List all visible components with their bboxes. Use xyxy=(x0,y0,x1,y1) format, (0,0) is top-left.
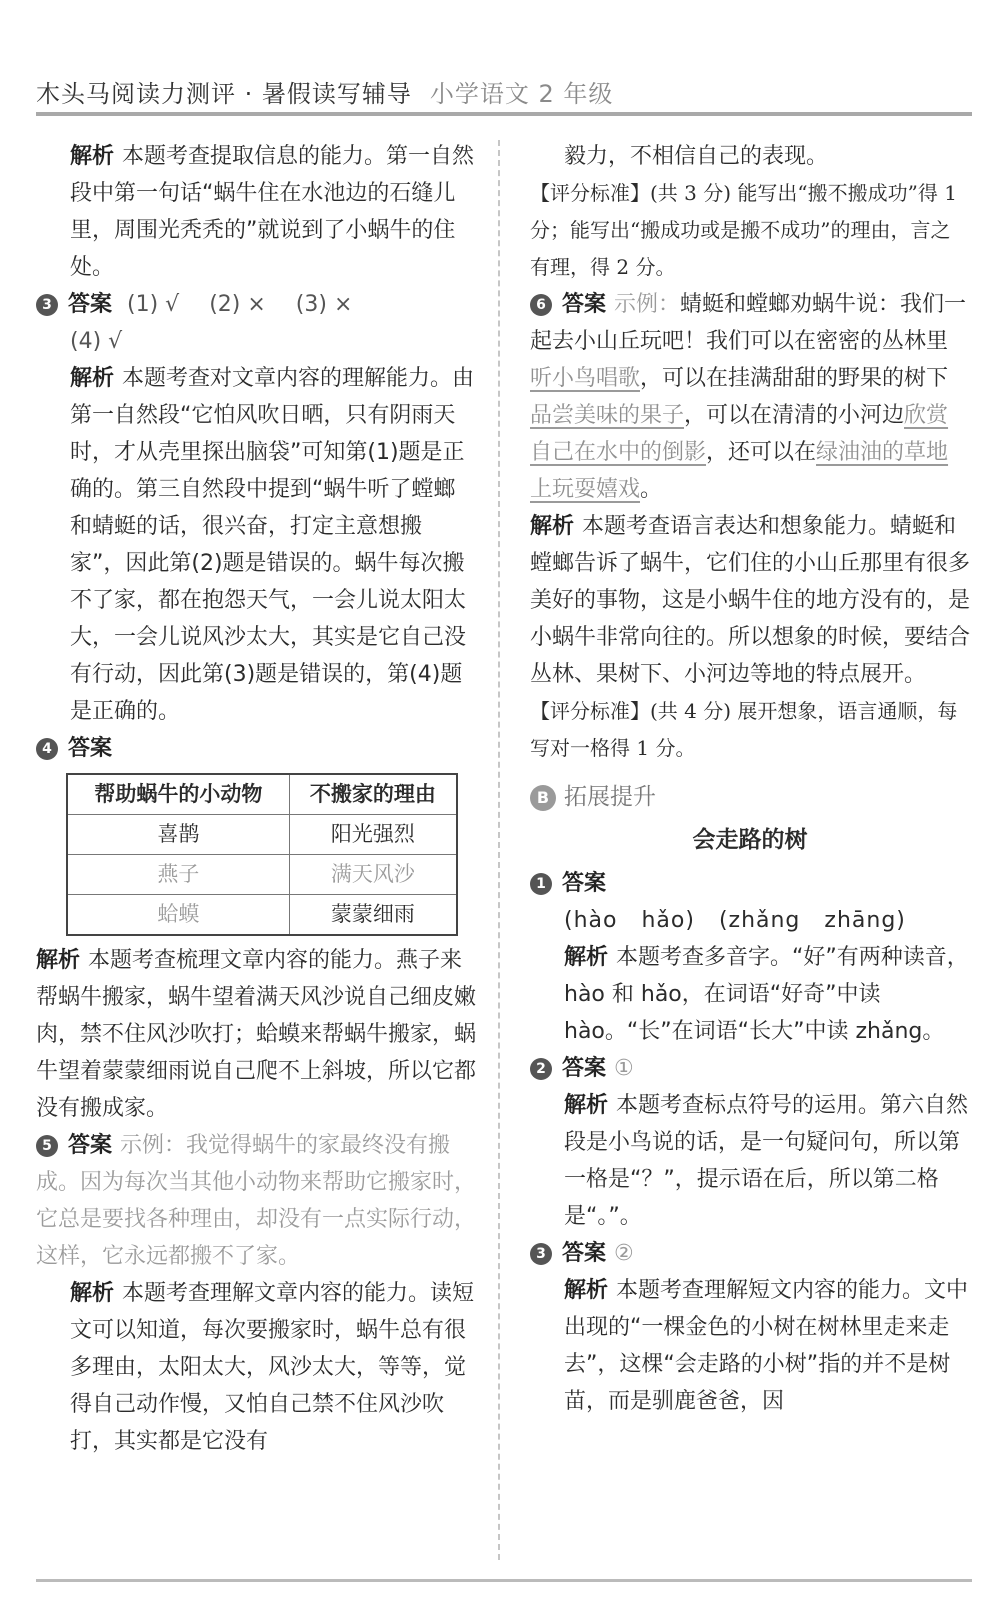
answer-label: 答案 xyxy=(68,292,113,317)
pinyin: (zhǎng xyxy=(718,908,801,933)
analysis-label: 解析 xyxy=(564,1093,609,1118)
left-column xyxy=(36,138,476,1460)
question-number: 5 xyxy=(36,1135,58,1157)
answer-label: 答案 xyxy=(562,292,607,317)
answer-options xyxy=(127,292,382,317)
analysis-label: 解析 xyxy=(530,514,575,539)
answer-text: 示例：我觉得蜗牛的家最终没有搬成。因为每次当其他小动物来帮助它搬家时，它总是要找各种理由，却没有一点实际行动，这样，它永远都搬不了家。 xyxy=(36,1133,477,1269)
q6-analysis xyxy=(530,508,970,693)
pinyin: (hào xyxy=(564,908,618,933)
section-title: 拓展提升 xyxy=(564,784,656,810)
analysis-label: 解析 xyxy=(36,948,81,973)
book-subtitle: 小学语文 2 年级 xyxy=(429,80,614,108)
analysis-label: 解析 xyxy=(70,144,115,169)
table-cell: 阳光强烈 xyxy=(289,815,457,855)
answer-label: 答案 xyxy=(68,1133,113,1158)
pinyin: hǎo) xyxy=(641,908,695,933)
question-number: 6 xyxy=(530,294,552,316)
analysis-text: 本题考查理解短文内容的能力。文中出现的“一棵金色的小树在树林里走来走去”，这棵“会走路的小树”指的并不是树苗，而是驯鹿爸爸，因 xyxy=(564,1278,969,1414)
answer-option: (1) √ xyxy=(127,292,180,317)
table-header: 帮助蜗牛的小动物 xyxy=(67,774,289,815)
analysis-label: 解析 xyxy=(564,945,609,970)
table-row xyxy=(67,855,457,895)
answer-label: 答案 xyxy=(562,1056,607,1081)
answer-table xyxy=(66,773,458,936)
answer-text: ① xyxy=(614,1056,634,1081)
question-number: 3 xyxy=(530,1243,552,1265)
q4-analysis xyxy=(36,942,476,1127)
s2-analysis xyxy=(530,1087,970,1235)
answer-text: ，还可以在 xyxy=(706,440,817,465)
s3-analysis xyxy=(530,1272,970,1420)
analysis-text: 本题考查梳理文章内容的能力。燕子来帮蜗牛搬家，蜗牛望着满天风沙说自己细皮嫩肉，禁不住风沙吹打；蛤蟆来帮蜗牛搬家，蜗牛望着蒙蒙细雨说自己爬不上斜坡，所以它都没有搬成家。 xyxy=(36,948,477,1121)
footer-rule xyxy=(36,1579,972,1582)
answer-prefix: 示例： xyxy=(614,292,681,317)
sub-question-2 xyxy=(530,1050,970,1235)
right-column xyxy=(530,138,970,1420)
answer-fill: 绿油油的草地上玩耍嬉戏 xyxy=(530,440,949,502)
question-number: 3 xyxy=(36,294,58,316)
table-cell: 喜鹊 xyxy=(67,815,289,855)
s1-analysis xyxy=(530,939,970,1050)
continued-text: 毅力，不相信自己的表现。 xyxy=(564,144,829,169)
answer-text: 。 xyxy=(640,477,663,502)
table-cell: 燕子 xyxy=(67,855,289,895)
analysis-text: 本题考查对文章内容的理解能力。由第一自然段“它怕风吹日晒，只有阴雨天时，才从壳里探出脑袋”可知第(1)题是正确的。第三自然段中提到“蜗牛听了螳螂和蜻蜓的话，很兴奋，打定主意想搬家”，因此第(2)题是错误的。蜗牛每次搬不了家，都在抱怨天气，一会儿说太阳太大，一会儿说风沙太大，其实是它自己没有行动，因此第(3)题是错误的，第(4)题是正确的。 xyxy=(70,366,475,724)
scoring-criteria: 【评分标准】(共 3 分) 能写出“搬不搬成功”得 1 分；能写出“搬成功或是搬不成功”的理由，言之有理，得 2 分。 xyxy=(530,181,957,279)
question-number: 1 xyxy=(530,873,552,895)
answer-label: 答案 xyxy=(562,1241,607,1266)
answer-fill: 听小鸟唱歌 xyxy=(530,366,641,391)
q3-analysis xyxy=(36,360,476,730)
pinyin: zhāng) xyxy=(824,908,906,933)
story-title: 会走路的树 xyxy=(692,827,808,853)
q2-analysis xyxy=(36,138,476,286)
table-cell: 蛤蟆 xyxy=(67,895,289,936)
answer-option: (3) × xyxy=(295,292,353,317)
q5-analysis xyxy=(36,1275,476,1460)
table-row xyxy=(67,895,457,936)
column-divider xyxy=(498,140,500,1560)
question-5 xyxy=(36,1127,476,1460)
section-heading xyxy=(530,779,970,816)
question-4 xyxy=(36,730,476,1127)
analysis-label: 解析 xyxy=(70,1281,115,1306)
answer-label: 答案 xyxy=(562,871,607,896)
answer-fill: 品尝美味的果子 xyxy=(530,403,685,428)
answer-text: ，可以在挂满甜甜的野果的树下 xyxy=(640,366,949,391)
section-badge-icon: B xyxy=(530,785,556,811)
analysis-label: 解析 xyxy=(70,366,115,391)
analysis-text: 本题考查提取信息的能力。第一自然段中第一句话“蜗牛住在水池边的石缝儿里，周围光秃秃的”就说到了小蜗牛的住处。 xyxy=(70,144,475,280)
analysis-label: 解析 xyxy=(564,1278,609,1303)
analysis-text: 本题考查语言表达和想象能力。蜻蜓和螳螂告诉了蜗牛，它们住的小山丘那里有很多美好的事物，这是小蜗牛住的地方没有的，是小蜗牛非常向往的。所以想象的时候，要结合丛林、果树下、小河边等地的特点展开。 xyxy=(530,514,971,687)
question-number: 4 xyxy=(36,738,58,760)
sub-question-3 xyxy=(530,1235,970,1420)
analysis-text: 本题考查多音字。“好”有两种读音，hào 和 hǎo，在词语“好奇”中读 hào。“长”在词语“长大”中读 zhǎng。 xyxy=(564,945,969,1044)
book-title: 木头马阅读力测评 · 暑假读写辅导 xyxy=(36,80,412,108)
answer-text: 蜻蜓和螳螂劝蜗牛说：我们一起去小山丘玩吧！我们可以在密密的丛林里 xyxy=(530,292,967,354)
pinyin-answer xyxy=(530,902,970,939)
analysis-text: 本题考查理解文章内容的能力。读短文可以知道，每次要搬家时，蜗牛总有很多理由，太阳太大，风沙太大，等等，觉得自己动作慢，又怕自己禁不住风沙吹打，其实都是它没有 xyxy=(70,1281,475,1454)
table-row xyxy=(67,815,457,855)
answer-fill: 欣赏自己在水中的倒影 xyxy=(530,403,949,465)
header-rule xyxy=(36,112,972,116)
page-header xyxy=(36,74,613,114)
answer-text: ② xyxy=(614,1241,634,1266)
answer-option: (2) × xyxy=(209,292,266,317)
answer-label: 答案 xyxy=(68,736,113,761)
answer-option: (4) √ xyxy=(70,329,123,354)
question-number: 2 xyxy=(530,1058,552,1080)
table-header: 不搬家的理由 xyxy=(289,774,457,815)
sub-question-1 xyxy=(530,865,970,1050)
table-cell: 满天风沙 xyxy=(289,855,457,895)
question-6 xyxy=(530,286,970,767)
analysis-text: 本题考查标点符号的运用。第六自然段是小鸟说的话，是一句疑问句，所以第一格是“？”，提示语在后，所以第二格是“。”。 xyxy=(564,1093,969,1229)
answer-text: ，可以在清清的小河边 xyxy=(684,403,905,428)
table-cell: 蒙蒙细雨 xyxy=(289,895,457,936)
question-3 xyxy=(36,286,476,730)
scoring-criteria: 【评分标准】(共 4 分) 展开想象，语言通顺，每写对一格得 1 分。 xyxy=(530,699,958,760)
